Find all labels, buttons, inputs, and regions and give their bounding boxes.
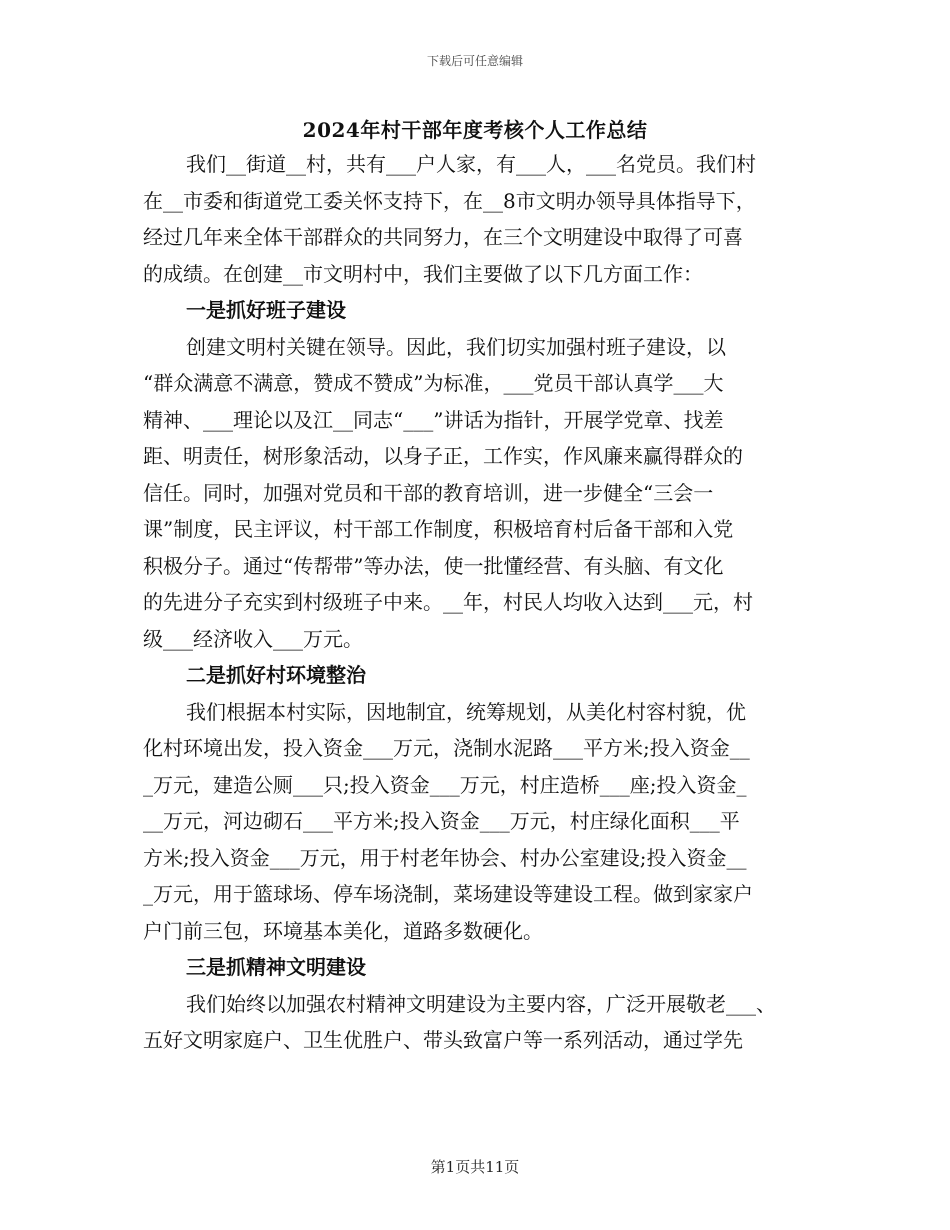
paragraph-line: 课”制度，民主评议，村干部工作制度，积极培育村后备干部和入党 [143, 517, 734, 541]
paragraph-line: 户门前三包，环境基本美化，道路多数硬化。 [143, 918, 543, 943]
section-heading: 二是抓好村环境整治 [186, 663, 366, 687]
paragraph-line: 我们__街道__村，共有___户人家，有___人，___名党员。我们村 [186, 152, 756, 176]
paragraph-line: _万元，建造公厕___只;投入资金___万元，村庄造桥___座;投入资金_ [143, 772, 747, 797]
paragraph-line: 我们根据本村实际，因地制宜，统筹规划，从美化村容村貌，优 [186, 699, 746, 724]
paragraph-line: 在__市委和街道党工委关怀支持下，在__8市文明办领导具体指导下， [143, 188, 756, 213]
paragraph-line: 积极分子。通过“传帮带”等办法，使一批懂经营、有头脑、有文化 [143, 553, 724, 578]
paragraph-line: 级___经济收入___万元。 [143, 626, 363, 651]
paragraph-line: 的先进分子充实到村级班子中来。__年，村民人均收入达到___元，村 [143, 590, 753, 614]
document-title: 2024年村干部年度考核个人工作总结 [302, 118, 648, 142]
paragraph-line: _万元，用于篮球场、停车场浇制，菜场建设等建设工程。做到家家户 [143, 882, 753, 906]
paragraph-line: 方米;投入资金___万元，用于村老年协会、村办公室建设;投入资金__ [143, 845, 747, 870]
section-heading: 三是抓精神文明建设 [186, 955, 366, 979]
paragraph-line: 创建文明村关键在领导。因此，我们切实加强村班子建设，以 [186, 334, 726, 359]
paragraph-line: “群众满意不满意，赞成不赞成”为标准，___党员干部认真学___大 [143, 371, 724, 395]
paragraph-line: 精神、___理论以及江__同志“___”讲话为指针，开展学党章、找差 [143, 407, 724, 432]
paragraph-line: 的成绩。在创建__市文明村中，我们主要做了以下几方面工作： [143, 261, 703, 286]
paragraph-line: 信任。同时，加强对党员和干部的教育培训，进一步健全“三会一 [143, 480, 714, 505]
page-footer: 第1页共11页 [430, 1158, 520, 1176]
page-header: 下载后可任意编辑 [426, 54, 523, 68]
section-heading: 一是抓好班子建设 [186, 298, 346, 322]
paragraph-line: 距、明责任，树形象活动，以身子正，工作实，作风廉来赢得群众的 [143, 444, 743, 468]
paragraph-line: 经过几年来全体干部群众的共同努力，在三个文明建设中取得了可喜 [143, 225, 743, 249]
paragraph-line: 我们始终以加强农村精神文明建设为主要内容，广泛开展敬老___、 [186, 991, 776, 1016]
paragraph-line: 化村环境出发，投入资金___万元，浇制水泥路___平方米;投入资金__ [143, 736, 750, 760]
paragraph-line: __万元，河边砌石___平方米;投入资金___万元，村庄绿化面积___平 [143, 809, 740, 833]
document-body [143, 146, 807, 1059]
paragraph-line: 五好文明家庭户、卫生优胜户、带头致富户等一系列活动，通过学先 [143, 1028, 743, 1052]
